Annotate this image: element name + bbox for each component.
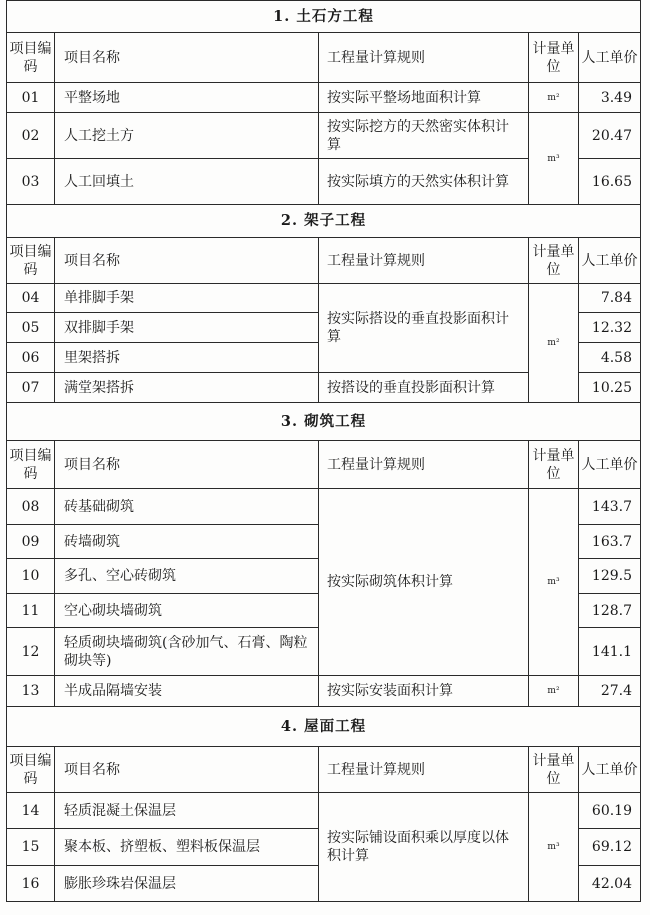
item-code: 01 bbox=[7, 83, 55, 113]
item-code: 13 bbox=[7, 676, 55, 707]
header-code: 项目编码 bbox=[7, 238, 55, 284]
item-name: 膨胀珍珠岩保温层 bbox=[55, 866, 319, 902]
item-price: 10.25 bbox=[579, 373, 641, 403]
section-header bbox=[7, 403, 641, 441]
header-name: 项目名称 bbox=[55, 747, 319, 793]
item-code: 16 bbox=[7, 866, 55, 902]
item-price: 7.84 bbox=[579, 284, 641, 313]
header-code: 项目编码 bbox=[7, 33, 55, 83]
table-row bbox=[7, 793, 641, 829]
header-unit: 计量单位 bbox=[529, 238, 579, 284]
item-rule: 按实际铺设面积乘以厚度以体积计算 bbox=[319, 793, 529, 902]
price-table bbox=[6, 0, 641, 902]
item-rule: 按实际砌筑体积计算 bbox=[319, 489, 529, 676]
item-name: 轻质砌块墙砌筑(含砂加气、石膏、陶粒砌块等) bbox=[55, 628, 319, 676]
item-name: 砖基础砌筑 bbox=[55, 489, 319, 525]
item-code: 09 bbox=[7, 525, 55, 559]
item-rule: 按搭设的垂直投影面积计算 bbox=[319, 373, 529, 403]
header-rule: 工程量计算规则 bbox=[319, 33, 529, 83]
item-name: 双排脚手架 bbox=[55, 313, 319, 343]
header-price: 人工单价 bbox=[579, 441, 641, 489]
item-code: 06 bbox=[7, 343, 55, 373]
item-rule: 按实际挖方的天然密实体积计算 bbox=[319, 113, 529, 159]
column-header-row bbox=[7, 33, 641, 83]
item-code: 03 bbox=[7, 159, 55, 205]
header-name: 项目名称 bbox=[55, 33, 319, 83]
item-name: 满堂架搭拆 bbox=[55, 373, 319, 403]
column-header-row bbox=[7, 441, 641, 489]
item-code: 08 bbox=[7, 489, 55, 525]
header-rule: 工程量计算规则 bbox=[319, 238, 529, 284]
item-unit: m² bbox=[529, 676, 579, 707]
item-name: 平整场地 bbox=[55, 83, 319, 113]
item-price: 141.1 bbox=[579, 628, 641, 676]
header-unit: 计量单位 bbox=[529, 441, 579, 489]
item-unit: m² bbox=[529, 284, 579, 403]
item-name: 里架搭拆 bbox=[55, 343, 319, 373]
section-header bbox=[7, 707, 641, 747]
header-price: 人工单价 bbox=[579, 747, 641, 793]
item-code: 14 bbox=[7, 793, 55, 829]
item-price: 4.58 bbox=[579, 343, 641, 373]
item-price: 60.19 bbox=[579, 793, 641, 829]
item-unit: m³ bbox=[529, 793, 579, 902]
item-rule: 按实际搭设的垂直投影面积计算 bbox=[319, 284, 529, 373]
item-price: 16.65 bbox=[579, 159, 641, 205]
item-name: 聚本板、挤塑板、塑料板保温层 bbox=[55, 829, 319, 866]
table-row bbox=[7, 284, 641, 313]
column-header-row bbox=[7, 238, 641, 284]
item-unit: m³ bbox=[529, 113, 579, 205]
item-name: 空心砌块墙砌筑 bbox=[55, 594, 319, 628]
item-price: 3.49 bbox=[579, 83, 641, 113]
item-code: 15 bbox=[7, 829, 55, 866]
item-unit: m² bbox=[529, 83, 579, 113]
section-title: 1. 土石方工程 bbox=[7, 1, 641, 33]
item-rule: 按实际填方的天然实体积计算 bbox=[319, 159, 529, 205]
item-price: 20.47 bbox=[579, 113, 641, 159]
section-title: 3. 砌筑工程 bbox=[7, 403, 641, 441]
header-code: 项目编码 bbox=[7, 747, 55, 793]
header-price: 人工单价 bbox=[579, 33, 641, 83]
item-unit: m³ bbox=[529, 489, 579, 676]
item-code: 05 bbox=[7, 313, 55, 343]
header-rule: 工程量计算规则 bbox=[319, 441, 529, 489]
item-code: 11 bbox=[7, 594, 55, 628]
item-code: 02 bbox=[7, 113, 55, 159]
header-unit: 计量单位 bbox=[529, 747, 579, 793]
item-rule: 按实际安装面积计算 bbox=[319, 676, 529, 707]
section-header bbox=[7, 205, 641, 238]
section-header bbox=[7, 1, 641, 33]
table-row bbox=[7, 113, 641, 159]
item-code: 10 bbox=[7, 559, 55, 594]
item-price: 27.4 bbox=[579, 676, 641, 707]
item-name: 人工挖土方 bbox=[55, 113, 319, 159]
item-price: 143.7 bbox=[579, 489, 641, 525]
table-row bbox=[7, 489, 641, 525]
table-row bbox=[7, 676, 641, 707]
section-title: 4. 屋面工程 bbox=[7, 707, 641, 747]
item-name: 人工回填土 bbox=[55, 159, 319, 205]
item-code: 07 bbox=[7, 373, 55, 403]
header-name: 项目名称 bbox=[55, 441, 319, 489]
item-price: 128.7 bbox=[579, 594, 641, 628]
item-name: 半成品隔墙安装 bbox=[55, 676, 319, 707]
section-title: 2. 架子工程 bbox=[7, 205, 641, 238]
header-name: 项目名称 bbox=[55, 238, 319, 284]
item-name: 轻质混凝土保温层 bbox=[55, 793, 319, 829]
item-price: 69.12 bbox=[579, 829, 641, 866]
item-price: 163.7 bbox=[579, 525, 641, 559]
item-name: 砖墙砌筑 bbox=[55, 525, 319, 559]
item-price: 129.5 bbox=[579, 559, 641, 594]
item-price: 12.32 bbox=[579, 313, 641, 343]
header-price: 人工单价 bbox=[579, 238, 641, 284]
header-rule: 工程量计算规则 bbox=[319, 747, 529, 793]
item-code: 04 bbox=[7, 284, 55, 313]
header-code: 项目编码 bbox=[7, 441, 55, 489]
item-price: 42.04 bbox=[579, 866, 641, 902]
item-code: 12 bbox=[7, 628, 55, 676]
header-unit: 计量单位 bbox=[529, 33, 579, 83]
item-name: 单排脚手架 bbox=[55, 284, 319, 313]
column-header-row bbox=[7, 747, 641, 793]
item-rule: 按实际平整场地面积计算 bbox=[319, 83, 529, 113]
item-name: 多孔、空心砖砌筑 bbox=[55, 559, 319, 594]
table-row bbox=[7, 83, 641, 113]
